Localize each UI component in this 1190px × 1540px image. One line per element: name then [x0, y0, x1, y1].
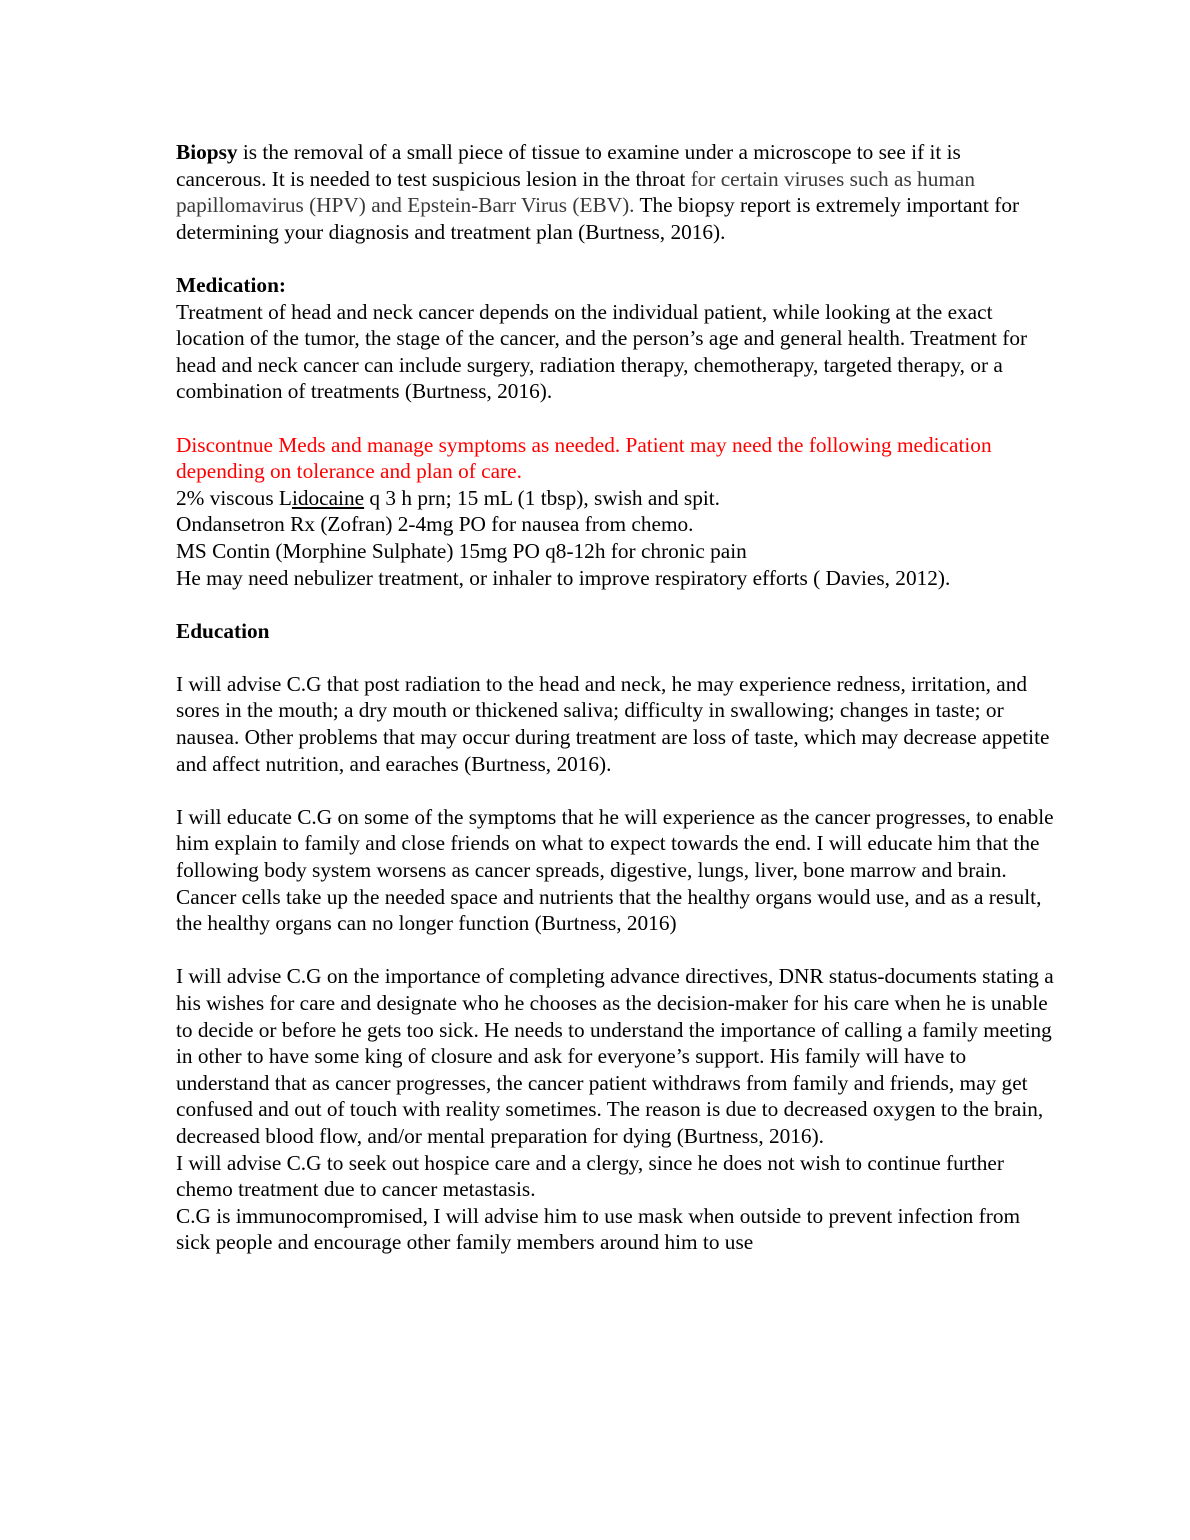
medication-paragraph: Treatment of head and neck cancer depends on the individual patient, while looking at the exact location of the tumor, the stage of the cancer, and the person’s age and general health. Treatment for head and neck cancer can include surgery, radiation therapy, chemotherapy, targeted therapy, or a combination of treatments (Burtness, 2016).	[176, 299, 1028, 404]
med-lidocaine-pre: 2% viscous L	[176, 485, 292, 510]
medication-heading: Medication:	[176, 272, 287, 297]
document-page	[176, 139, 1056, 1256]
biopsy-text-viruses: for certain viruses such as human papillomavirus (HPV) and Epstein-Barr Virus (EBV).	[176, 166, 976, 218]
med-lidocaine-post: q 3 h prn; 15 mL (1 tbsp), swish and spit.	[364, 485, 721, 510]
education-paragraph-1: I will advise C.G that post radiation to the head and neck, he may experience redness, irritation, and sores in the mouth; a dry mouth or thickened saliva; difficulty in swallowing; changes in taste; or nausea. Other problems that may occur during treatment are loss of taste, which may decrease appetite and affect nutrition, and earaches (Burtness, 2016).	[176, 671, 1050, 776]
med-nebulizer: He may need nebulizer treatment, or inhaler to improve respiratory efforts ( Davies, 2012).	[176, 565, 951, 590]
biopsy-text-2: The biopsy report is extremely important for determining your diagnosis and treatment plan (Burtness, 2016).	[176, 193, 1020, 244]
biopsy-term: Biopsy	[176, 140, 238, 164]
education-paragraph-3: I will advise C.G on the importance of completing advance directives, DNR status-documents stating a his wishes for care and designate who he chooses as the decision-maker for his care when he is unable to decide or before he gets too sick. He needs to understand the importance of calling a family meeting in other to have some king of closure and ask for everyone’s support. His family will have to understand that as cancer progresses, the cancer patient withdraws from family and friends, may get confused and out of touch with reality sometimes. The reason is due to decreased oxygen to the brain, decreased blood flow, and/or mental preparation for dying (Burtness, 2016).	[176, 964, 1054, 1148]
med-lidocaine	[176, 485, 1056, 512]
education-paragraph-5: C.G is immunocompromised, I will advise him to use mask when outside to prevent infection from sick people and encourage other family members around him to use	[176, 1203, 1021, 1255]
education-paragraph-2: I will educate C.G on some of the symptoms that he will experience as the cancer progresses, to enable him explain to family and close friends on what to expect towards the end. I will educate him that the following body system worsens as cancer spreads, digestive, lungs, liver, bone marrow and brain. Cancer cells take up the needed space and nutrients that the healthy organs would use, and as a result, the healthy organs can no longer function (Burtness, 2016)	[176, 804, 1054, 936]
med-lidocaine-underlined: idocaine	[291, 485, 365, 510]
education-paragraph-4: I will advise C.G to seek out hospice care and a clergy, since he does not wish to continue further chemo treatment due to cancer metastasis.	[176, 1150, 1004, 1202]
biopsy-paragraph	[176, 139, 1056, 245]
biopsy-text-1: is the removal of a small piece of tissue to examine under a microscope to see if it is cancerous. It is needed to test suspicious lesion in the throat	[176, 140, 961, 191]
med-ms-contin: MS Contin (Morphine Sulphate) 15mg PO q8-12h for chronic pain	[176, 538, 747, 563]
medication-note: Discontnue Meds and manage symptoms as needed. Patient may need the following medication depending on tolerance and plan of care.	[176, 432, 992, 484]
med-ondansetron: Ondansetron Rx (Zofran) 2-4mg PO for nausea from chemo.	[176, 512, 694, 537]
education-heading: Education	[176, 618, 270, 643]
